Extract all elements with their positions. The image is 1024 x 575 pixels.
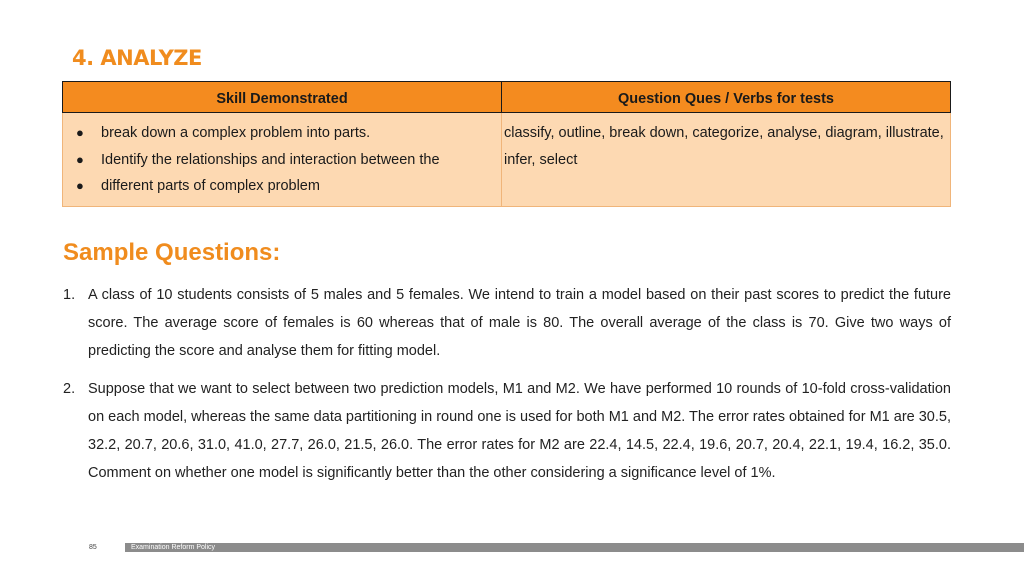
header-question-verbs: Question Ques / Verbs for tests	[502, 82, 951, 113]
skill-text: Identify the relationships and interaction between the	[101, 151, 440, 168]
bullet-icon: ●	[76, 178, 84, 193]
footer-bar	[125, 543, 1024, 552]
table-header-row	[63, 82, 951, 113]
section-heading: 4. ANALYZE	[72, 46, 202, 70]
skills-table	[62, 81, 951, 207]
verbs-text: classify, outline, break down, categorize, analyse, diagram, illustrate, infer, select	[504, 125, 944, 168]
bullet-icon: ●	[76, 151, 84, 167]
skills-list	[63, 113, 501, 200]
bullet-icon: ●	[76, 125, 84, 140]
table-row	[63, 113, 951, 207]
header-skill-demonstrated: Skill Demonstrated	[63, 82, 502, 113]
list-item	[63, 147, 501, 174]
skill-text: different parts of complex problem	[101, 178, 320, 194]
question-number: 2.	[63, 380, 76, 397]
skills-cell	[63, 113, 502, 207]
verbs-cell	[502, 113, 951, 207]
question-item	[62, 281, 951, 366]
list-item	[63, 120, 501, 147]
question-text: Suppose that we want to select between two prediction models, M1 and M2. We have performed 10 rounds of 10-fold cross-validation on each model, whereas the same data partitioning in round one is used for both M1 and M2. The error rates obtained for M1 are 30.5, 32.2, 20.7, 20.6, 31.0, 41.0, 27.7, 26.0, 21.5, 26.0. The error rates for M2 are 22.4, 14.5, 22.4, 19.6, 20.7, 20.4, 22.1, 19.4, 16.2, 35.0. Comment on whether one model is significantly better than the other considering a significance level of 1%.	[88, 380, 951, 482]
sample-questions-title: Sample Questions:	[63, 239, 281, 266]
list-item	[63, 173, 501, 200]
footer-text: Examination Reform Policy	[131, 544, 216, 551]
question-text: A class of 10 students consists of 5 males and 5 females. We intend to train a model based on their past scores to predict the future score. The average score of females is 60 whereas that of male is 80. The overall average of the class is 70. Give two ways of predicting the score and analyse them for fitting model.	[88, 287, 951, 360]
question-number: 1.	[63, 287, 76, 303]
skill-text: break down a complex problem into parts.	[101, 125, 371, 141]
page-number: 85	[89, 544, 97, 551]
questions-list	[62, 281, 951, 496]
question-item	[62, 375, 951, 488]
